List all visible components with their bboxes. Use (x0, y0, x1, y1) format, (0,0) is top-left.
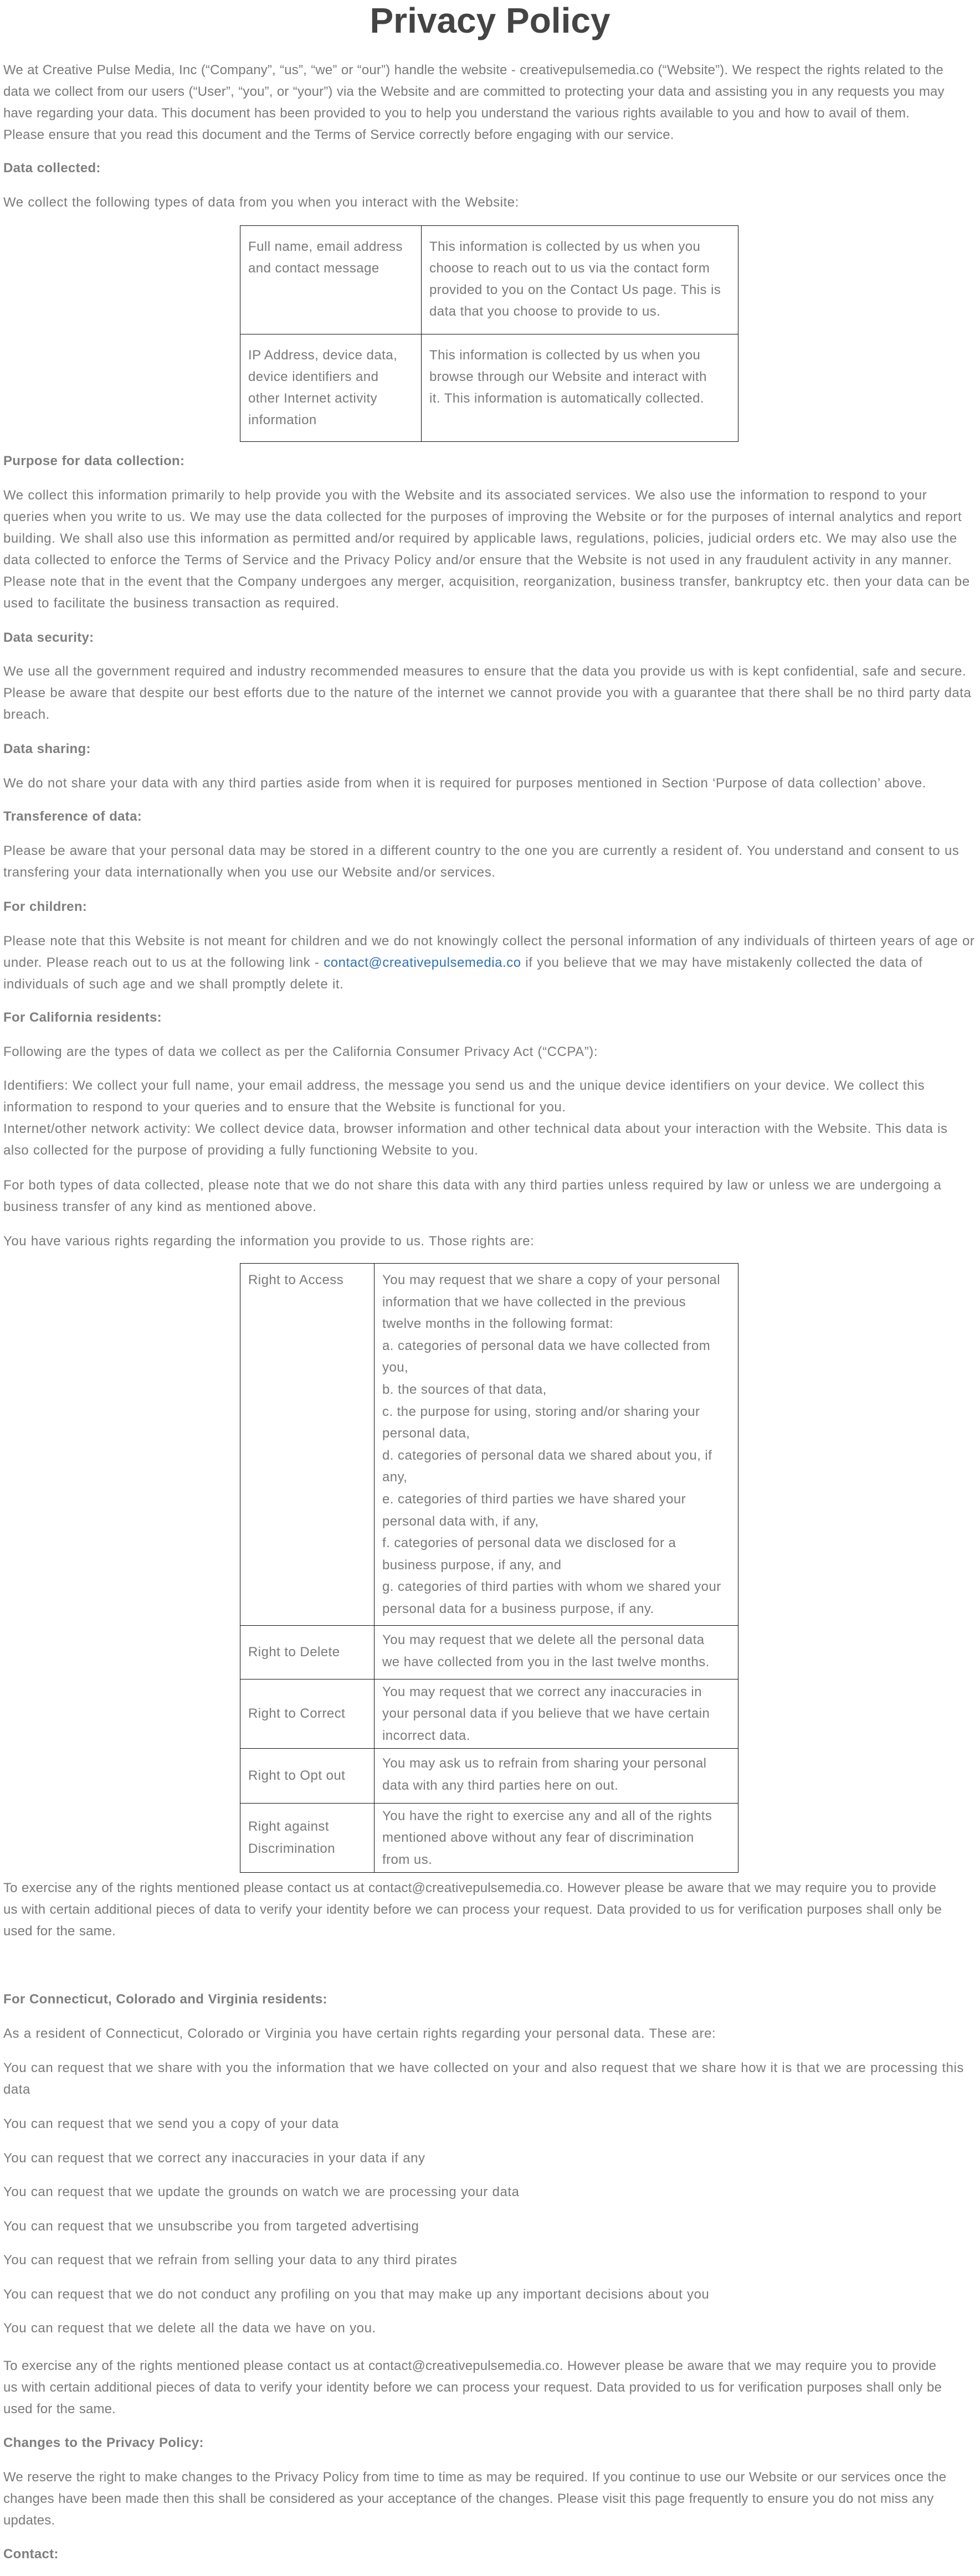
cell-line: Discrimination (248, 1841, 336, 1856)
cell-line: data with any third parties here on out. (382, 1778, 619, 1793)
paragraph-line: For both types of data collected, please note that we do not share this data with any third parties unless required by law or unless we are undergoing a (3, 1178, 942, 1193)
cell-line: g. categories of third parties with whom we shared your (382, 1579, 721, 1595)
right-name-cell (240, 1264, 374, 1626)
paragraph-line: Please note that this Website is not meant for children and we do not knowingly collect the personal information of any individuals of thirteen years of age or (3, 934, 975, 949)
intro-line: Please ensure that you read this document and the Terms of Service correctly before engaging with our service. (3, 127, 674, 142)
cell-line: Right to Correct (248, 1706, 346, 1722)
table-row (240, 226, 738, 334)
cell-line: information (248, 413, 317, 427)
paragraph-line (3, 952, 977, 973)
paragraph-line: building. We shall also use this information as permitted and/or required by applicable laws, regulations, policies, judicial orders etc. We may also use the (3, 531, 957, 546)
ccv-right-item: You can request that we send you a copy of your data (3, 2116, 339, 2131)
contact-email-link[interactable]: contact@creativepulsemedia.co (324, 955, 521, 970)
right-description-cell (374, 1264, 738, 1626)
cell-line: other Internet activity (248, 391, 378, 406)
table-row (240, 1264, 738, 1626)
paragraph-line: queries when you write to us. We may use the data collected for the purposes of improving the Website or for the purposes of internal analytics and report (3, 509, 962, 524)
cell-line: You may request that we correct any inaccuracies in (382, 1684, 702, 1699)
children-paragraph (3, 930, 977, 995)
paragraph-line: business transfer of any kind as mentioned above. (3, 1199, 317, 1214)
cell-line: device identifiers and (248, 369, 379, 384)
paragraph-line: We use all the government required and industry recommended measures to ensure that the data you provide us with is kept confidential, safe and secure. (3, 664, 967, 679)
text-after-link: if you believe that we may have mistakenly collected the data of (521, 955, 923, 970)
cell-line: we have collected from you in the last twelve months. (382, 1655, 710, 1670)
paragraph-line: us with certain additional pieces of data to verify your identity before we can process your request. Data provided to us for verification purposes shall only be (3, 2380, 942, 2395)
cell-line: personal data, (382, 1426, 470, 1441)
cell-line: twelve months in the following format: (382, 1316, 614, 1332)
heading-california: For California residents: (3, 1010, 162, 1025)
security-paragraph (3, 661, 977, 725)
cell-line: browse through our Website and interact with (429, 369, 707, 384)
cell-line: business purpose, if any, and (382, 1557, 562, 1573)
right-description-cell (374, 1749, 738, 1804)
cell-line: IP Address, device data, (248, 348, 398, 363)
sharing-paragraph: We do not share your data with any third parties aside from when it is required for purposes mentioned in Section ‘Purpose of data collection’ above. (3, 776, 926, 791)
cell-line: choose to reach out to us via the contact form (429, 261, 710, 276)
paragraph-line: Identifiers: We collect your full name, your email address, the message you send us and the unique device identifiers on your device. We collect this (3, 1078, 925, 1093)
paragraph-line: used for the same. (3, 2402, 116, 2417)
ccv-right-item: You can request that we do not conduct any profiling on you that may make up any important decisions about you (3, 2287, 710, 2302)
cell-line: Full name, email address (248, 239, 403, 254)
purpose-paragraph (3, 485, 977, 614)
cell-line: You have the right to exercise any and all of the rights (382, 1808, 712, 1823)
paragraph-line: We collect this information primarily to help provide you with the Website and its associated services. We also use the information to respond to your (3, 488, 927, 503)
cell-line: any, (382, 1470, 408, 1485)
paragraph-line: breach. (3, 707, 50, 722)
right-description-cell (374, 1804, 738, 1873)
california-rights-table (240, 1263, 738, 1873)
intro-line: data we collect from our users (“User”, “you”, or “your”) via the Website and are committed to protecting your data and assisting you in any requests you may (3, 84, 945, 99)
cell-line: it. This information is automatically collected. (429, 391, 705, 406)
cell-line: information that we have collected in the previous (382, 1294, 686, 1310)
data-collected-lead: We collect the following types of data from you when you interact with the Website: (3, 195, 519, 210)
paragraph-line: To exercise any of the rights mentioned please contact us at contact@creativepulsemedia.co. However please be aware that we may require you to provide (3, 1881, 937, 1895)
heading-transference: Transference of data: (3, 809, 142, 824)
heading-changes: Changes to the Privacy Policy: (3, 2435, 204, 2450)
cell-line: and contact message (248, 261, 379, 276)
cell-line: mentioned above without any fear of discrimination (382, 1830, 694, 1846)
paragraph-line: used to facilitate the business transaction as required. (3, 596, 340, 611)
heading-contact: Contact: (3, 2547, 59, 2562)
cell-line: data that you choose to provide to us. (429, 304, 661, 319)
cell-line: This information is collected by us when you (429, 348, 701, 363)
transference-paragraph (3, 840, 977, 883)
paragraph-line: us with certain additional pieces of data to verify your identity before we can process your request. Data provided to us for verification purposes shall only be (3, 1902, 942, 1917)
ccv-lead: As a resident of Connecticut, Colorado or Virginia you have certain rights regarding your personal data. These are: (3, 2026, 716, 2041)
data-description-cell (422, 334, 738, 442)
ccv-right-item (3, 2057, 977, 2100)
intro-line: We at Creative Pulse Media, Inc (“Company”, “us”, “we” or “our”) handle the website - creativepulsemedia.co (“Website”). We respect the rights related to the (3, 63, 944, 78)
text-before-link: under. Please reach out to us at the following link - (3, 955, 324, 970)
paragraph-line: used for the same. (3, 1924, 116, 1939)
cell-line: c. the purpose for using, storing and/or sharing your (382, 1404, 700, 1419)
cell-line: provided to you on the Contact Us page. This is (429, 282, 721, 297)
cell-line: This information is collected by us when you (429, 239, 701, 254)
cell-line: f. categories of personal data we disclosed for a (382, 1536, 676, 1551)
california-exercise-paragraph (3, 1877, 977, 1942)
table-row (240, 1626, 738, 1679)
paragraph-line: individuals of such age and we shall promptly delete it. (3, 977, 344, 992)
paragraph-line: You can request that we share with you the information that we have collected on your and also request that we share how it is that we are processing this (3, 2060, 964, 2075)
california-lead: Following are the types of data we collect as per the California Consumer Privacy Act (“CCPA”): (3, 1044, 598, 1059)
paragraph-line: To exercise any of the rights mentioned please contact us at contact@creativepulsemedia.co. However please be aware that we may require you to provide (3, 2358, 937, 2373)
data-type-cell (240, 226, 422, 334)
cell-line: from us. (382, 1852, 433, 1867)
right-name-cell (240, 1749, 374, 1804)
right-description-cell (374, 1626, 738, 1679)
paragraph-line: data (3, 2082, 30, 2097)
ccv-right-item: You can request that we unsubscribe you from targeted advertising (3, 2219, 419, 2234)
cell-line: incorrect data. (382, 1728, 470, 1743)
ccv-right-item: You can request that we delete all the data we have on you. (3, 2321, 376, 2336)
ccv-exercise-paragraph (3, 2355, 977, 2420)
cell-line: Right to Access (248, 1272, 344, 1287)
cell-line: d. categories of personal data we shared about you, if (382, 1447, 712, 1463)
paragraph-line: also collected for the purpose of providing a fully functioning Website to you. (3, 1143, 479, 1158)
cell-line: Right to Opt out (248, 1768, 346, 1784)
cell-line: b. the sources of that data, (382, 1382, 547, 1397)
changes-paragraph (3, 2466, 977, 2531)
cell-line: personal data for a business purpose, if any. (382, 1601, 654, 1616)
heading-ct-co-va: For Connecticut, Colorado and Virginia residents: (3, 1992, 327, 2007)
heading-children: For children: (3, 899, 88, 914)
california-categories (3, 1075, 977, 1161)
paragraph-line: data collected to enforce the Terms of Service and the Privacy Policy and/or ensure that the Website is not used in any fraudulent activity in any manner. (3, 553, 952, 568)
ccv-right-item: You can request that we update the grounds on watch we are processing your data (3, 2185, 520, 2199)
right-name-cell (240, 1679, 374, 1749)
cell-line: a. categories of personal data we have collected from (382, 1338, 711, 1353)
cell-line: e. categories of third parties we have shared your (382, 1491, 686, 1507)
table-row (240, 334, 738, 442)
right-description-cell (374, 1679, 738, 1749)
right-name-cell (240, 1626, 374, 1679)
right-name-cell (240, 1804, 374, 1873)
intro-paragraph (3, 59, 977, 146)
data-description-cell (422, 226, 738, 334)
ccv-right-item: You can request that we refrain from selling your data to any third pirates (3, 2253, 458, 2268)
table-row (240, 1679, 738, 1749)
intro-line: have regarding your data. This document has been provided to you to help you understand the various rights available to you and how to avail of them. (3, 106, 910, 121)
heading-data-sharing: Data sharing: (3, 741, 91, 756)
heading-data-security: Data security: (3, 630, 94, 645)
table-row (240, 1749, 738, 1804)
paragraph-line: Please note that in the event that the Company undergoes any merger, acquisition, reorganization, business transfer, bankruptcy etc. then your data can be (3, 574, 970, 589)
cell-line: You may ask us to refrain from sharing your personal (382, 1756, 707, 1771)
cell-line: Right to Delete (248, 1645, 340, 1660)
california-rights-lead: You have various rights regarding the information you provide to us. Those rights are: (3, 1234, 535, 1249)
paragraph-line: transfering your data internationally when you use our Website and/or services. (3, 865, 496, 880)
cell-line: you, (382, 1360, 409, 1375)
cell-line: Right against (248, 1819, 329, 1835)
heading-purpose: Purpose for data collection: (3, 454, 185, 468)
data-collected-table (240, 225, 738, 442)
paragraph-line: changes have been made then this shall be considered as your acceptance of the changes. Please visit this page frequently to ensure you do not miss any (3, 2491, 934, 2506)
cell-line: your personal data if you believe that we have certain (382, 1706, 710, 1722)
paragraph-line: We reserve the right to make changes to the Privacy Policy from time to time as may be required. If you continue to use our Website or our services once the (3, 2470, 947, 2485)
cell-line: You may request that we share a copy of your personal (382, 1272, 720, 1287)
page-title: Privacy Policy (370, 1, 610, 40)
ccv-right-item: You can request that we correct any inaccuracies in your data if any (3, 2151, 425, 2166)
paragraph-line: Please be aware that despite our best efforts due to the nature of the internet we cannot provide you with a guarantee that there shall be no third party data (3, 686, 972, 700)
cell-line: You may request that we delete all the personal data (382, 1632, 705, 1648)
paragraph-line: information to respond to your queries and to ensure that the Website is functional for you. (3, 1100, 566, 1115)
heading-data-collected: Data collected: (3, 161, 101, 176)
california-both-paragraph (3, 1174, 977, 1218)
cell-line: personal data with, if any, (382, 1513, 539, 1529)
paragraph-line: Please be aware that your personal data may be stored in a different country to the one you are currently a resident of. You understand and consent to us (3, 843, 960, 858)
data-type-cell (240, 334, 422, 442)
paragraph-line: updates. (3, 2513, 55, 2528)
table-row (240, 1804, 738, 1873)
paragraph-line: Internet/other network activity: We collect device data, browser information and other technical data about your interaction with the Website. This data is (3, 1121, 948, 1136)
